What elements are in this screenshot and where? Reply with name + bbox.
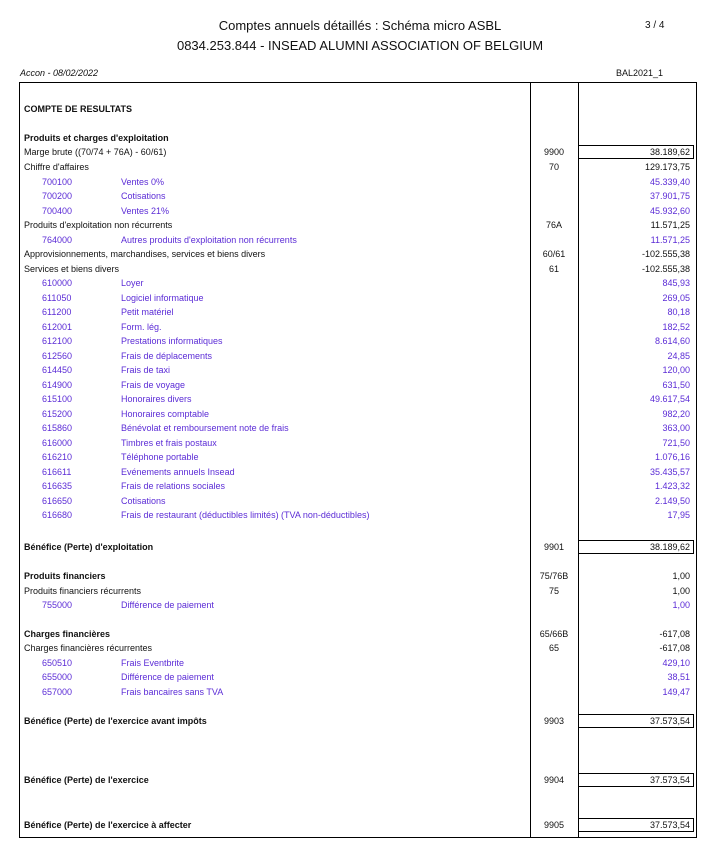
account-label: Timbres et frais postaux <box>121 438 217 448</box>
account-label: Prestations informatiques <box>121 336 223 346</box>
table-row <box>0 494 720 508</box>
table-row <box>0 479 720 493</box>
account-label: Différence de paiement <box>121 600 214 610</box>
table-row <box>0 436 720 450</box>
table-row <box>0 818 720 832</box>
table-row <box>0 392 720 406</box>
table-row <box>0 598 720 612</box>
account-label: Form. lég. <box>121 322 162 332</box>
table-row <box>0 175 720 189</box>
row-amount: 38.189,62 <box>649 542 690 552</box>
row-amount: 45.339,40 <box>649 177 690 187</box>
account-number: 615200 <box>42 409 73 419</box>
row-amount: 182,52 <box>662 322 690 332</box>
row-label: Bénéfice (Perte) de l'exercice <box>24 775 149 785</box>
row-amount: 120,00 <box>662 365 690 375</box>
table-row <box>0 131 720 145</box>
account-number: 612001 <box>42 322 73 332</box>
table-row <box>0 305 720 319</box>
account-label: Bénévolat et remboursement note de frais <box>121 423 289 433</box>
table-row <box>0 773 720 787</box>
account-number: 612560 <box>42 351 73 361</box>
account-number: 614450 <box>42 365 73 375</box>
account-number: 611200 <box>42 307 72 317</box>
account-number: 616650 <box>42 496 73 506</box>
row-amount: 269,05 <box>662 293 690 303</box>
row-amount: 1.076,16 <box>654 452 690 462</box>
account-label: Honoraires divers <box>121 394 192 404</box>
table-row <box>0 584 720 598</box>
row-amount: -617,08 <box>659 643 690 653</box>
account-number: 612100 <box>42 336 73 346</box>
account-number: 700200 <box>42 191 73 201</box>
account-number: 755000 <box>42 600 73 610</box>
page-subtitle: 0834.253.844 - INSEAD ALUMNI ASSOCIATION OF BELGIUM <box>176 38 544 53</box>
row-label: Marge brute ((70/74 + 76A) - 60/61) <box>24 147 167 157</box>
row-label: Services et biens divers <box>24 264 120 274</box>
row-amount: 37.573,54 <box>649 716 690 726</box>
row-label: Produits d'exploitation non récurrents <box>24 220 173 230</box>
account-label: Téléphone portable <box>121 452 199 462</box>
author-date: Accon - 08/02/2022 <box>20 68 99 78</box>
row-label: Bénéfice (Perte) de l'exercice avant impôts <box>24 716 207 726</box>
table-row <box>0 569 720 583</box>
account-number: 650510 <box>42 658 73 668</box>
row-amount: 721,50 <box>662 438 690 448</box>
row-amount: 8.614,60 <box>654 336 690 346</box>
row-code: 9901 <box>543 542 565 552</box>
table-row <box>0 508 720 522</box>
account-label: Autres produits d'exploitation non récurrents <box>121 235 297 245</box>
table-row <box>0 334 720 348</box>
account-number: 610000 <box>42 278 73 288</box>
account-number: 611050 <box>42 293 72 303</box>
account-number: 616635 <box>42 481 73 491</box>
row-label: Produits financiers récurrents <box>24 586 142 596</box>
account-label: Loyer <box>121 278 144 288</box>
row-amount: 429,10 <box>662 658 690 668</box>
table-row <box>0 320 720 334</box>
account-number: 615860 <box>42 423 73 433</box>
row-code: 65 <box>548 643 559 653</box>
table-row <box>0 233 720 247</box>
row-amount: 37.573,54 <box>649 775 690 785</box>
table-row <box>0 349 720 363</box>
row-label: Bénéfice (Perte) d'exploitation <box>24 542 154 552</box>
row-label: Charges financières <box>24 629 111 639</box>
account-label: Frais de relations sociales <box>121 481 226 491</box>
row-label: Produits financiers <box>24 571 106 581</box>
row-amount: 37.901,75 <box>649 191 690 201</box>
account-label: Ventes 21% <box>121 206 170 216</box>
table-row <box>0 540 720 554</box>
account-label: Frais bancaires sans TVA <box>121 687 224 697</box>
row-amount: 129.173,75 <box>644 162 690 172</box>
row-amount: 35.435,57 <box>649 467 690 477</box>
table-row <box>0 262 720 276</box>
row-amount: 24,85 <box>667 351 690 361</box>
account-number: 764000 <box>42 235 73 245</box>
account-label: Evénements annuels Insead <box>121 467 235 477</box>
row-label: Produits et charges d'exploitation <box>24 133 169 143</box>
table-row <box>0 204 720 218</box>
table-row <box>0 656 720 670</box>
table-row <box>0 363 720 377</box>
row-amount: -102.555,38 <box>641 264 690 274</box>
account-label: Frais de déplacements <box>121 351 213 361</box>
table-row <box>0 291 720 305</box>
table-row <box>0 627 720 641</box>
row-code: 75/76B <box>539 571 569 581</box>
row-amount: 1.423,32 <box>654 481 690 491</box>
row-code: 70 <box>548 162 559 172</box>
document-reference: BAL2021_1 <box>616 68 664 78</box>
section-title: COMPTE DE RESULTATS <box>24 104 132 114</box>
account-label: Logiciel informatique <box>121 293 204 303</box>
row-amount: 1,00 <box>672 600 690 610</box>
row-code: 9905 <box>543 820 565 830</box>
table-row <box>0 247 720 261</box>
account-number: 616000 <box>42 438 73 448</box>
table-row <box>0 407 720 421</box>
account-number: 655000 <box>42 672 73 682</box>
table-row <box>0 641 720 655</box>
account-number: 700100 <box>42 177 73 187</box>
account-label: Honoraires comptable <box>121 409 210 419</box>
row-code: 76A <box>545 220 562 230</box>
table-row <box>0 102 720 116</box>
table-row <box>0 450 720 464</box>
row-amount: 1,00 <box>672 586 690 596</box>
account-number: 616680 <box>42 510 73 520</box>
row-amount: 982,20 <box>662 409 690 419</box>
row-code: 9903 <box>543 716 565 726</box>
row-amount: 45.932,60 <box>649 206 690 216</box>
account-label: Cotisations <box>121 191 166 201</box>
row-amount: 17,95 <box>667 510 690 520</box>
account-number: 616611 <box>42 467 72 477</box>
row-amount: 149,47 <box>662 687 690 697</box>
row-code: 65/66B <box>539 629 569 639</box>
table-row <box>0 160 720 174</box>
table-row <box>0 714 720 728</box>
table-row <box>0 670 720 684</box>
page-title: Comptes annuels détaillés : Schéma micro ASBL <box>218 18 502 33</box>
row-amount: 2.149,50 <box>654 496 690 506</box>
account-label: Frais de voyage <box>121 380 186 390</box>
row-code: 60/61 <box>542 249 566 259</box>
row-amount: 38,51 <box>667 672 690 682</box>
account-label: Petit matériel <box>121 307 174 317</box>
table-row <box>0 465 720 479</box>
account-number: 616210 <box>42 452 73 462</box>
row-code: 9904 <box>543 775 565 785</box>
row-amount: 845,93 <box>662 278 690 288</box>
row-label: Charges financières récurrentes <box>24 643 153 653</box>
account-label: Frais de taxi <box>121 365 171 375</box>
table-row <box>0 145 720 159</box>
row-amount: 11.571,25 <box>650 235 690 245</box>
account-label: Cotisations <box>121 496 166 506</box>
row-code: 61 <box>548 264 559 274</box>
table-row <box>0 685 720 699</box>
account-number: 700400 <box>42 206 73 216</box>
row-amount: 1,00 <box>672 571 690 581</box>
row-amount: 38.189,62 <box>649 147 690 157</box>
row-amount: -102.555,38 <box>641 249 690 259</box>
table-row <box>0 276 720 290</box>
row-label: Approvisionnements, marchandises, services et biens divers <box>24 249 266 259</box>
account-number: 657000 <box>42 687 73 697</box>
table-row <box>0 421 720 435</box>
row-code: 75 <box>548 586 559 596</box>
row-amount: 49.617,54 <box>649 394 690 404</box>
row-amount: -617,08 <box>659 629 690 639</box>
account-label: Ventes 0% <box>121 177 165 187</box>
row-amount: 80,18 <box>667 307 690 317</box>
row-amount: 37.573,54 <box>649 820 690 830</box>
table-row <box>0 189 720 203</box>
account-label: Différence de paiement <box>121 672 214 682</box>
table-row <box>0 218 720 232</box>
table-row <box>0 378 720 392</box>
row-amount: 631,50 <box>662 380 690 390</box>
row-amount: 11.571,25 <box>650 220 690 230</box>
page-number: 3 / 4 <box>645 20 665 31</box>
row-amount: 363,00 <box>662 423 690 433</box>
account-label: Frais de restaurant (déductibles limités) (TVA non-déductibles) <box>121 510 370 520</box>
account-number: 614900 <box>42 380 73 390</box>
row-label: Chiffre d'affaires <box>24 162 89 172</box>
row-code: 9900 <box>543 147 565 157</box>
row-label: Bénéfice (Perte) de l'exercice à affecter <box>24 820 192 830</box>
account-label: Frais Eventbrite <box>121 658 185 668</box>
account-number: 615100 <box>42 394 73 404</box>
